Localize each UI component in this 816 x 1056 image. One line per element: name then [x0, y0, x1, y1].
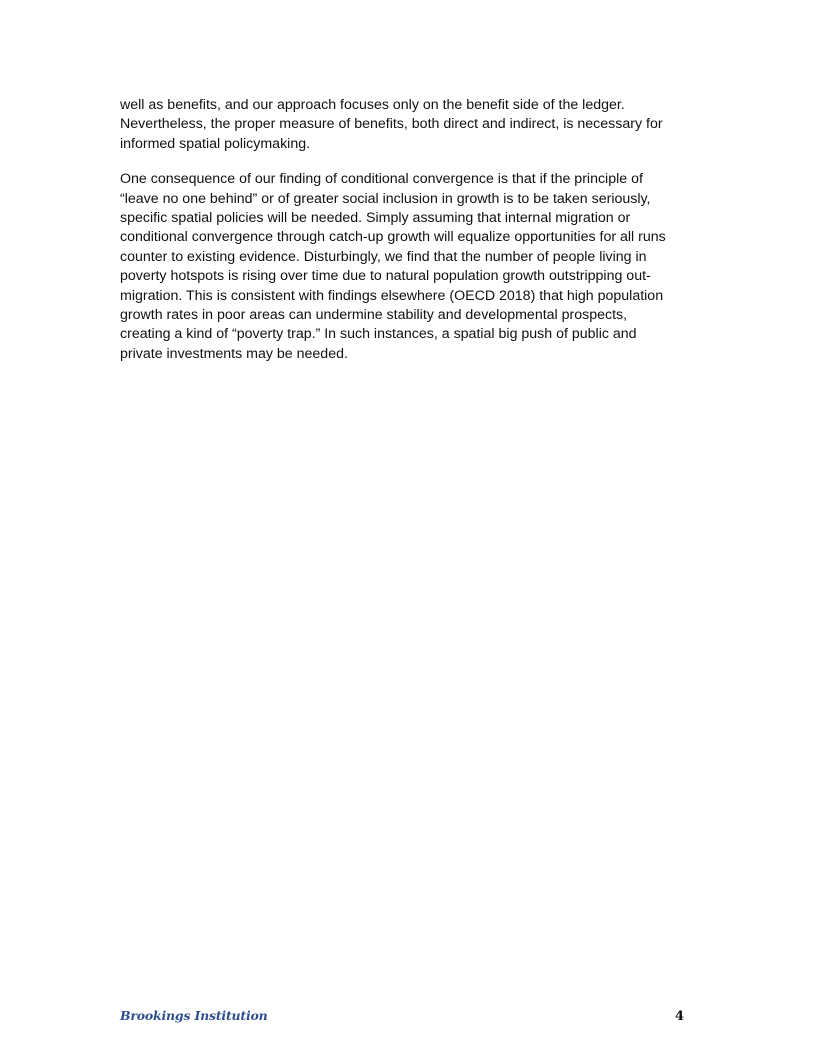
paragraph: well as benefits, and our approach focuses only on the benefit side of the ledger. Nevertheless, the proper measure of benefits, both direct and indirect, is necessary for informed spatial policymaking.: [120, 97, 663, 152]
footer-publisher: Brookings Institution: [120, 1008, 268, 1023]
paragraph: One consequence of our finding of conditional convergence is that if the principle of “leave no one behind” or of greater social inclusion in growth is to be taken seriously, specific spatial policies will be needed. Simply assuming that internal migration or conditional convergence through catch-up growth will equalize opportunities for all runs counter to existing evidence. Disturbingly, we find that the number of people living in poverty hotspots is rising over time due to natural population growth outstripping out- migration. This is consistent with findings elsewhere (OECD 2018) that high population growth rates in poor areas can undermine stability and developmental prospects, creating a kind of “poverty trap.” In such instances, a spatial big push of public and private investments may be needed.: [120, 171, 666, 362]
body-text: [120, 96, 696, 364]
page-number: 4: [675, 1009, 685, 1024]
